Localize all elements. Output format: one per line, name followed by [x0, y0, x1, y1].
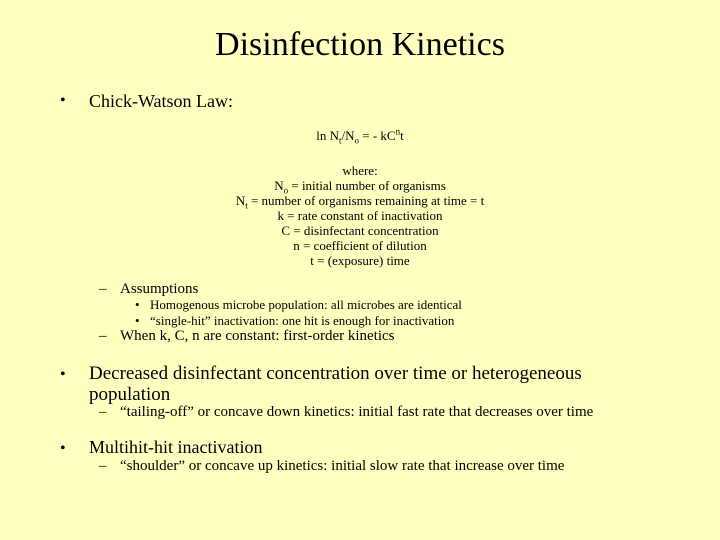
bullet-multihit: Multihit-hit inactivation — [89, 437, 263, 457]
where-t: t = (exposure) time — [310, 253, 410, 268]
where-k: k = rate constant of inactivation — [277, 208, 443, 223]
bullet-marker: • — [60, 92, 66, 109]
where-nt: $N_t$ = number of organisms remaining at time = t — [235, 193, 485, 211]
dash-marker: – — [99, 281, 107, 297]
assumptions-label: Assumptions — [120, 281, 199, 297]
dash-marker: – — [99, 328, 107, 344]
formula: $\ln N_t/N_o$ = - $kC^nt$ — [316, 126, 404, 146]
where-label: where: — [342, 163, 378, 178]
where-c: C = disinfectant concentration — [281, 223, 439, 238]
first-order-note: When k, C, n are constant: first-order kinetics — [120, 328, 395, 344]
where-n: n = coefficient of dilution — [293, 238, 427, 253]
bullet-chick-watson: Chick-Watson Law: — [89, 91, 234, 111]
tailing-off-note: “tailing-off” or concave down kinetics: initial fast rate that decreases over time — [120, 404, 594, 420]
bullet-decreased-concentration: Decreased disinfectant concentration over time or heterogeneous population — [89, 363, 582, 405]
slide-title: Disinfection Kinetics — [215, 26, 505, 63]
assumption-homogenous: Homogenous microbe population: all microbes are identical — [150, 297, 462, 312]
where-no: $N_o$ = initial number of organisms — [274, 178, 446, 196]
shoulder-note: “shoulder” or concave up kinetics: initial slow rate that increase over time — [120, 458, 565, 474]
dot-marker: • — [135, 297, 140, 312]
bullet-marker: • — [60, 440, 66, 457]
bullet-marker: • — [60, 366, 66, 383]
dash-marker: – — [99, 458, 107, 474]
assumption-single-hit: “single-hit” inactivation: one hit is enough for inactivation — [150, 313, 455, 328]
dash-marker: – — [99, 404, 107, 420]
dot-marker: • — [135, 313, 140, 328]
